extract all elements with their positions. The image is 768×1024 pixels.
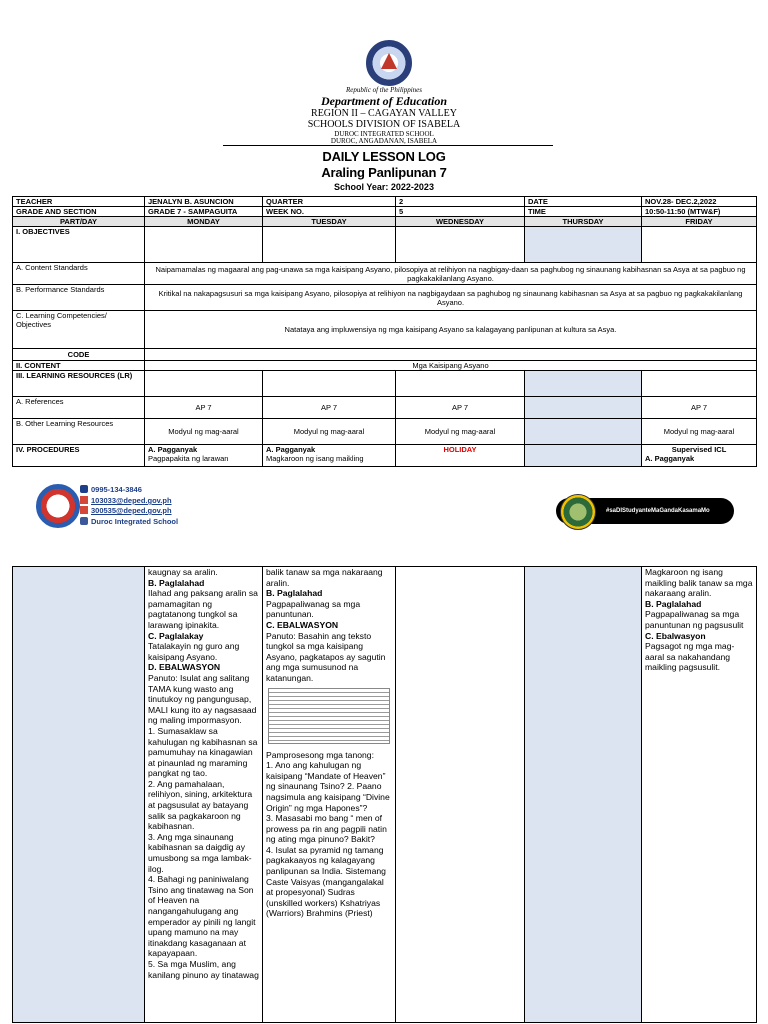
school-year: School Year: 2022-2023 [334, 182, 434, 192]
tuesday-header: TUESDAY [263, 217, 396, 227]
ref-monday: AP 7 [145, 397, 263, 419]
monday-procedures [145, 567, 263, 1023]
part-day-header: PART/DAY [13, 217, 145, 227]
other-wednesday: Modyul ng mag-aaral [396, 419, 525, 445]
proc-monday-head: A. Pagganyak [148, 445, 198, 454]
department-name: Department of Education [320, 94, 447, 108]
content-label: II. CONTENT [13, 361, 145, 371]
lesson-log-table [12, 196, 757, 467]
objectives-label: I. OBJECTIVES [13, 227, 145, 263]
mail-icon [80, 506, 88, 514]
proc-tuesday-text: Magkaroon ng isang maikling [266, 454, 364, 463]
procedure-heading: D. EBALWASYON [148, 662, 221, 673]
date-label: DATE [525, 197, 642, 207]
friday-header: FRIDAY [642, 217, 757, 227]
teacher-label: TEACHER [13, 197, 145, 207]
friday-procedures [642, 567, 757, 1023]
procedure-text: kaugnay sa aralin. [148, 567, 218, 577]
content-text: Mga Kaisipang Asyano [145, 361, 757, 371]
ref-wednesday: AP 7 [396, 397, 525, 419]
teacher-value: JENALYN B. ASUNCION [145, 197, 263, 207]
other-friday: Modyul ng mag-aaral [642, 419, 757, 445]
contact-phone: 0995-134-3846 [80, 485, 142, 494]
content-standards-text: Naipamamalas ng magaaral ang pag-unawa sa mga kaisipang Asyano, pilosopiya at relihiyon na nagbigay-daan sa paghubog ng sinaunang kabihasnan sa Asya at sa pagbuo ng pagkakakilanlang Asyano. [145, 263, 757, 285]
facebook-icon [80, 517, 88, 525]
procedure-text: Pamprosesong mga tanong: [266, 749, 374, 760]
reading-text-image [268, 688, 390, 744]
hashtag-text: #saDIStudyanteMaGandaKasamaMo [606, 508, 710, 514]
procedure-heading: B. Paglalahad [148, 577, 205, 588]
procedure-text: Magkaroon ng isang maikling balik tanaw sa mga nakaraang aralin. [645, 567, 753, 599]
republic-line: Republic of the Philippines [345, 86, 422, 94]
address-line: DUROC, ANGADANAN, ISABELA [330, 137, 438, 145]
procedure-heading: C. Paglalakay [148, 630, 204, 641]
procedure-heading: B. Paglalahad [645, 598, 702, 609]
procedure-text: Pagpapaliwanag sa mga panuntunan. [266, 598, 361, 620]
school-logo [36, 484, 80, 528]
procedure-text: Ilahad ang paksang aralin sa pamamagitan ng pagtatanong tungkol sa larawang ipinakita. [148, 588, 258, 630]
procedure-text: Pagpapaliwanag sa mga panuntunan ng pagsusulit [645, 609, 744, 630]
code-label: CODE [13, 349, 145, 361]
ref-friday: AP 7 [642, 397, 757, 419]
other-resources-label: B. Other Learning Resources [13, 419, 145, 445]
phone-icon [80, 485, 88, 493]
resources-label: III. LEARNING RESOURCES (LR) [13, 371, 145, 397]
procedure-text: Panuto: Isulat ang salitang TAMA kung wasto ang tinutukoy ng pangungusap, MALI kung ito ay nagsasaad ng maling impormasyon. [148, 672, 257, 726]
procedure-heading: B. Paglalahad [266, 588, 323, 599]
procedure-heading: C. Ebalwasyon [645, 630, 706, 641]
procedure-text: Panuto: Basahin ang teksto tungkol sa mga kaisipang Asyano, pagkatapos ay sagutin ang mga sumusunod na katanungan. [266, 630, 386, 683]
procedures-label: IV. PROCEDURES [13, 445, 145, 467]
banner-logo [560, 494, 596, 530]
procedure-text: 5. Sa mga Muslim, ang kanilang pinuno ay tinatawag [148, 958, 259, 980]
proc-tuesday-head: A. Pagganyak [266, 445, 316, 454]
procedure-text: 4. Bahagi ng paniniwalang Tsino ang tinatawag na Son of Heaven na nangangahulugang ang emperador ay pinili ng langit upang mamuno na may itinakdang kasaganaan at kapayapaan. [148, 874, 256, 959]
wednesday-header: WEDNESDAY [396, 217, 525, 227]
procedure-text: 1. Ano ang kahulugan ng kaisipang “Mandate of Heaven” ng sinaunang Tsino? 2. Paano nagsimula ang kaisipang “Divine Origin” ng mga Hapones”? [266, 760, 390, 813]
lesson-log-table-continued [12, 566, 757, 1023]
proc-friday-top: Supervised ICL [671, 445, 727, 454]
competency-text: Natataya ang impluwensiya ng mga kaisipang Asyano sa kalagayang panlipunan at kultura sa Asya. [145, 311, 757, 349]
division-line: SCHOOLS DIVISION OF ISABELA [307, 119, 461, 130]
contact-email-2[interactable]: 300535@deped.gov.ph [80, 506, 172, 515]
performance-standards-text: Kritikal na nakapagsusuri sa mga kaisipang Asyano, pilosopiya at relihiyon na nagbigaydaan sa paghubog ng sinaunang kabihasnan sa Asya at sa pagbuo ng pagkakakilanlang Asyano. [145, 285, 757, 311]
week-value: 5 [396, 207, 525, 217]
procedure-text: 3. Ang mga sinaunang kabihasnan sa daigdig ay umusbong sa mga lambak-ilog. [148, 831, 252, 874]
competency-label: C. Learning Competencies/ Objectives [13, 311, 145, 349]
grade-value: GRADE 7 - SAMPAGUITA [145, 207, 263, 217]
date-value: NOV.28- DEC.2,2022 [642, 197, 757, 207]
mail-icon [80, 496, 88, 504]
monday-header: MONDAY [145, 217, 263, 227]
school-line: DUROC INTEGRATED SCHOOL [334, 130, 434, 138]
doc-title: DAILY LESSON LOG [322, 149, 446, 164]
procedure-text: 1. Sumasaklaw sa kahulugan ng kabihasnan sa pamumuhay na kinagawian at pinaunlad ng maraming pangkat ng tao. [148, 725, 258, 779]
week-label: WEEK NO. [263, 207, 396, 217]
performance-standards-label: B. Performance Standards [13, 285, 145, 311]
contact-email-1[interactable]: 103033@deped.gov.ph [80, 496, 172, 505]
other-monday: Modyul ng mag-aaral [145, 419, 263, 445]
time-label: TIME [525, 207, 642, 217]
proc-friday-head: A. Pagganyak [645, 454, 695, 463]
procedure-text: Tatalakayin ng guro ang kaisipang Asyano. [148, 641, 240, 662]
tuesday-procedures [263, 567, 396, 1023]
procedure-heading: C. EBALWASYON [266, 619, 339, 630]
thursday-header: THURSDAY [525, 217, 642, 227]
procedure-text: Pagsagot ng mga mag-aaral sa nakahandang maikling pagsusulit. [645, 641, 735, 673]
content-standards-label: A. Content Standards [13, 263, 145, 285]
references-label: A. References [13, 397, 145, 419]
procedure-text: 4. Isulat sa pyramid ng tamang pagkakaayos ng kalagayang panlipunan sa India. Sistemang Caste Vaisyas (mangangalakal at propesyonal) Sudras (unskilled workers) Kshatriyas (Warriors) Brahmins (Priest) [266, 844, 386, 919]
other-tuesday: Modyul ng mag-aaral [263, 419, 396, 445]
grade-label: GRADE AND SECTION [13, 207, 145, 217]
ref-tuesday: AP 7 [263, 397, 396, 419]
page-gap [0, 542, 768, 562]
subject-title: Araling Panlipunan 7 [321, 165, 447, 180]
quarter-label: QUARTER [263, 197, 396, 207]
procedure-text: balik tanaw sa mga nakaraang aralin. [266, 567, 383, 588]
quarter-value: 2 [396, 197, 525, 207]
procedure-text: 2. Ang pamahalaan, relihiyon, sining, arkitektura at pagsusulat ay batayang salik sa pagkakaroon ng kabihasnan. [148, 778, 253, 832]
time-value: 10:50-11:50 (MTW&F) [642, 207, 757, 217]
header-divider [223, 145, 553, 146]
deped-seal-logo [366, 40, 412, 86]
contact-facebook[interactable]: Duroc Integrated School [80, 517, 178, 526]
region-line: REGION II – CAGAYAN VALLEY [311, 108, 457, 119]
holiday-label: HOLIDAY [396, 445, 525, 467]
proc-monday-text: Pagpapakita ng larawan [148, 454, 229, 463]
procedure-text: 3. Masasabi mo bang “ men of prowess pa rin ang pagpili natin ng ating mga pinuno? Bakit? [266, 813, 387, 845]
